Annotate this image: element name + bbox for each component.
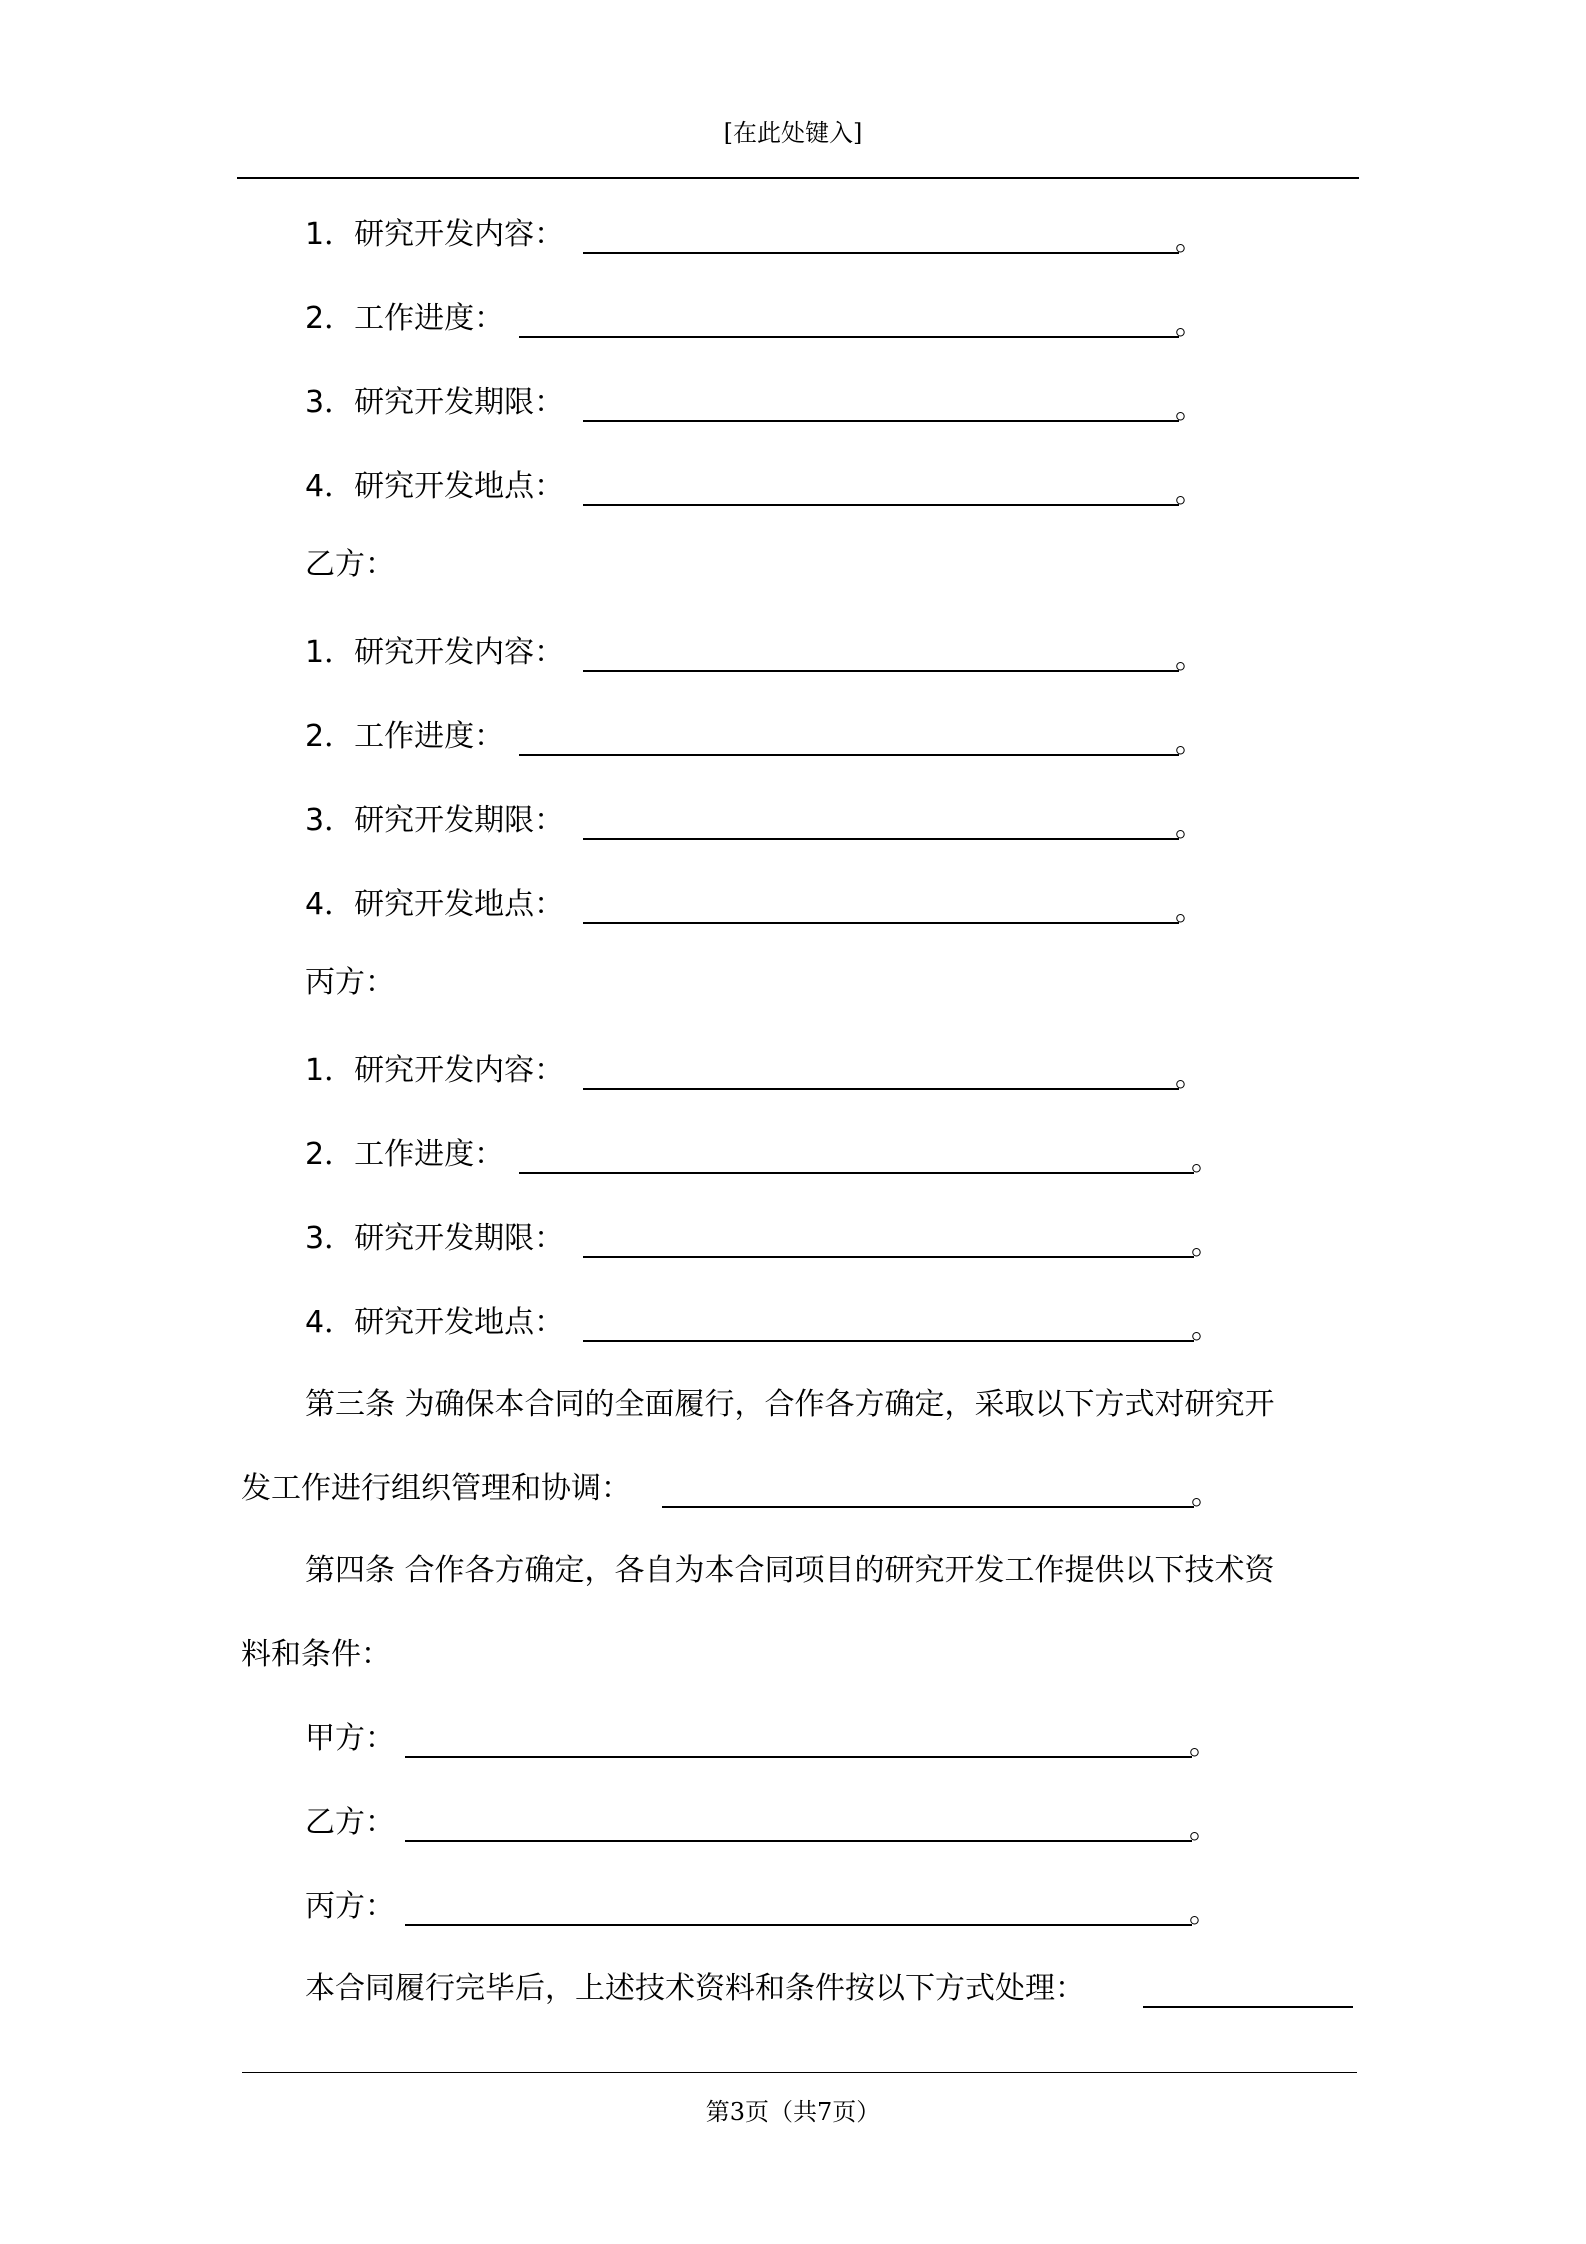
- field-label: 1．研究开发内容：: [305, 635, 565, 670]
- field-label: 3．研究开发期限：: [305, 1221, 565, 1256]
- period-mark: 。: [1175, 223, 1205, 258]
- field-label: 4．研究开发地点：: [305, 887, 565, 922]
- period-mark: 。: [1175, 1059, 1205, 1094]
- blank-line[interactable]: [405, 1756, 1192, 1758]
- blank-line[interactable]: [519, 754, 1179, 756]
- blank-line[interactable]: [583, 420, 1179, 422]
- page-header: [在此处键入]: [723, 119, 863, 147]
- blank-line[interactable]: [1143, 2006, 1353, 2008]
- blank-line[interactable]: [519, 336, 1179, 338]
- period-mark: 。: [1175, 641, 1205, 676]
- footer-divider: [242, 2072, 1357, 2073]
- field-label: 2．工作进度：: [305, 1137, 505, 1172]
- field-label: 1．研究开发内容：: [305, 1053, 565, 1088]
- field-label: 4．研究开发地点：: [305, 469, 565, 504]
- period-mark: 。: [1191, 1311, 1221, 1346]
- blank-line[interactable]: [583, 1256, 1194, 1258]
- period-mark: 。: [1191, 1477, 1221, 1512]
- blank-line[interactable]: [583, 504, 1179, 506]
- blank-line[interactable]: [405, 1840, 1192, 1842]
- party-b-title: 乙方：: [305, 547, 395, 582]
- field-label: 2．工作进度：: [305, 719, 505, 754]
- article4-line1: 第四条 合作各方确定，各自为本合同项目的研究开发工作提供以下技术资: [305, 1553, 1275, 1588]
- field-label: 乙方：: [305, 1805, 395, 1840]
- field-label: 4．研究开发地点：: [305, 1305, 565, 1340]
- page-footer: 第3页（共7页）: [705, 2098, 881, 2126]
- article3-line2: 发工作进行组织管理和协调：: [241, 1471, 631, 1506]
- field-label: 丙方：: [305, 1889, 395, 1924]
- blank-line[interactable]: [662, 1506, 1194, 1508]
- period-mark: 。: [1175, 809, 1205, 844]
- period-mark: 。: [1189, 1727, 1219, 1762]
- blank-line[interactable]: [583, 1340, 1194, 1342]
- article3-line1: 第三条 为确保本合同的全面履行，合作各方确定，采取以下方式对研究开: [305, 1387, 1275, 1422]
- period-mark: 。: [1191, 1143, 1221, 1178]
- header-divider: [237, 177, 1359, 179]
- after-completion-text: 本合同履行完毕后，上述技术资料和条件按以下方式处理：: [305, 1971, 1085, 2006]
- blank-line[interactable]: [519, 1172, 1194, 1174]
- period-mark: 。: [1189, 1811, 1219, 1846]
- party-c-title: 丙方：: [305, 965, 395, 1000]
- field-label: 2．工作进度：: [305, 301, 505, 336]
- field-label: 1．研究开发内容：: [305, 217, 565, 252]
- period-mark: 。: [1175, 307, 1205, 342]
- period-mark: 。: [1175, 475, 1205, 510]
- period-mark: 。: [1175, 391, 1205, 426]
- article4-line2: 料和条件：: [241, 1637, 391, 1672]
- field-label: 3．研究开发期限：: [305, 385, 565, 420]
- blank-line[interactable]: [405, 1924, 1192, 1926]
- period-mark: 。: [1175, 893, 1205, 928]
- blank-line[interactable]: [583, 1088, 1179, 1090]
- blank-line[interactable]: [583, 252, 1179, 254]
- blank-line[interactable]: [583, 670, 1179, 672]
- period-mark: 。: [1175, 725, 1205, 760]
- blank-line[interactable]: [583, 838, 1179, 840]
- period-mark: 。: [1191, 1227, 1221, 1262]
- field-label: 3．研究开发期限：: [305, 803, 565, 838]
- blank-line[interactable]: [583, 922, 1179, 924]
- field-label: 甲方：: [305, 1721, 395, 1756]
- period-mark: 。: [1189, 1895, 1219, 1930]
